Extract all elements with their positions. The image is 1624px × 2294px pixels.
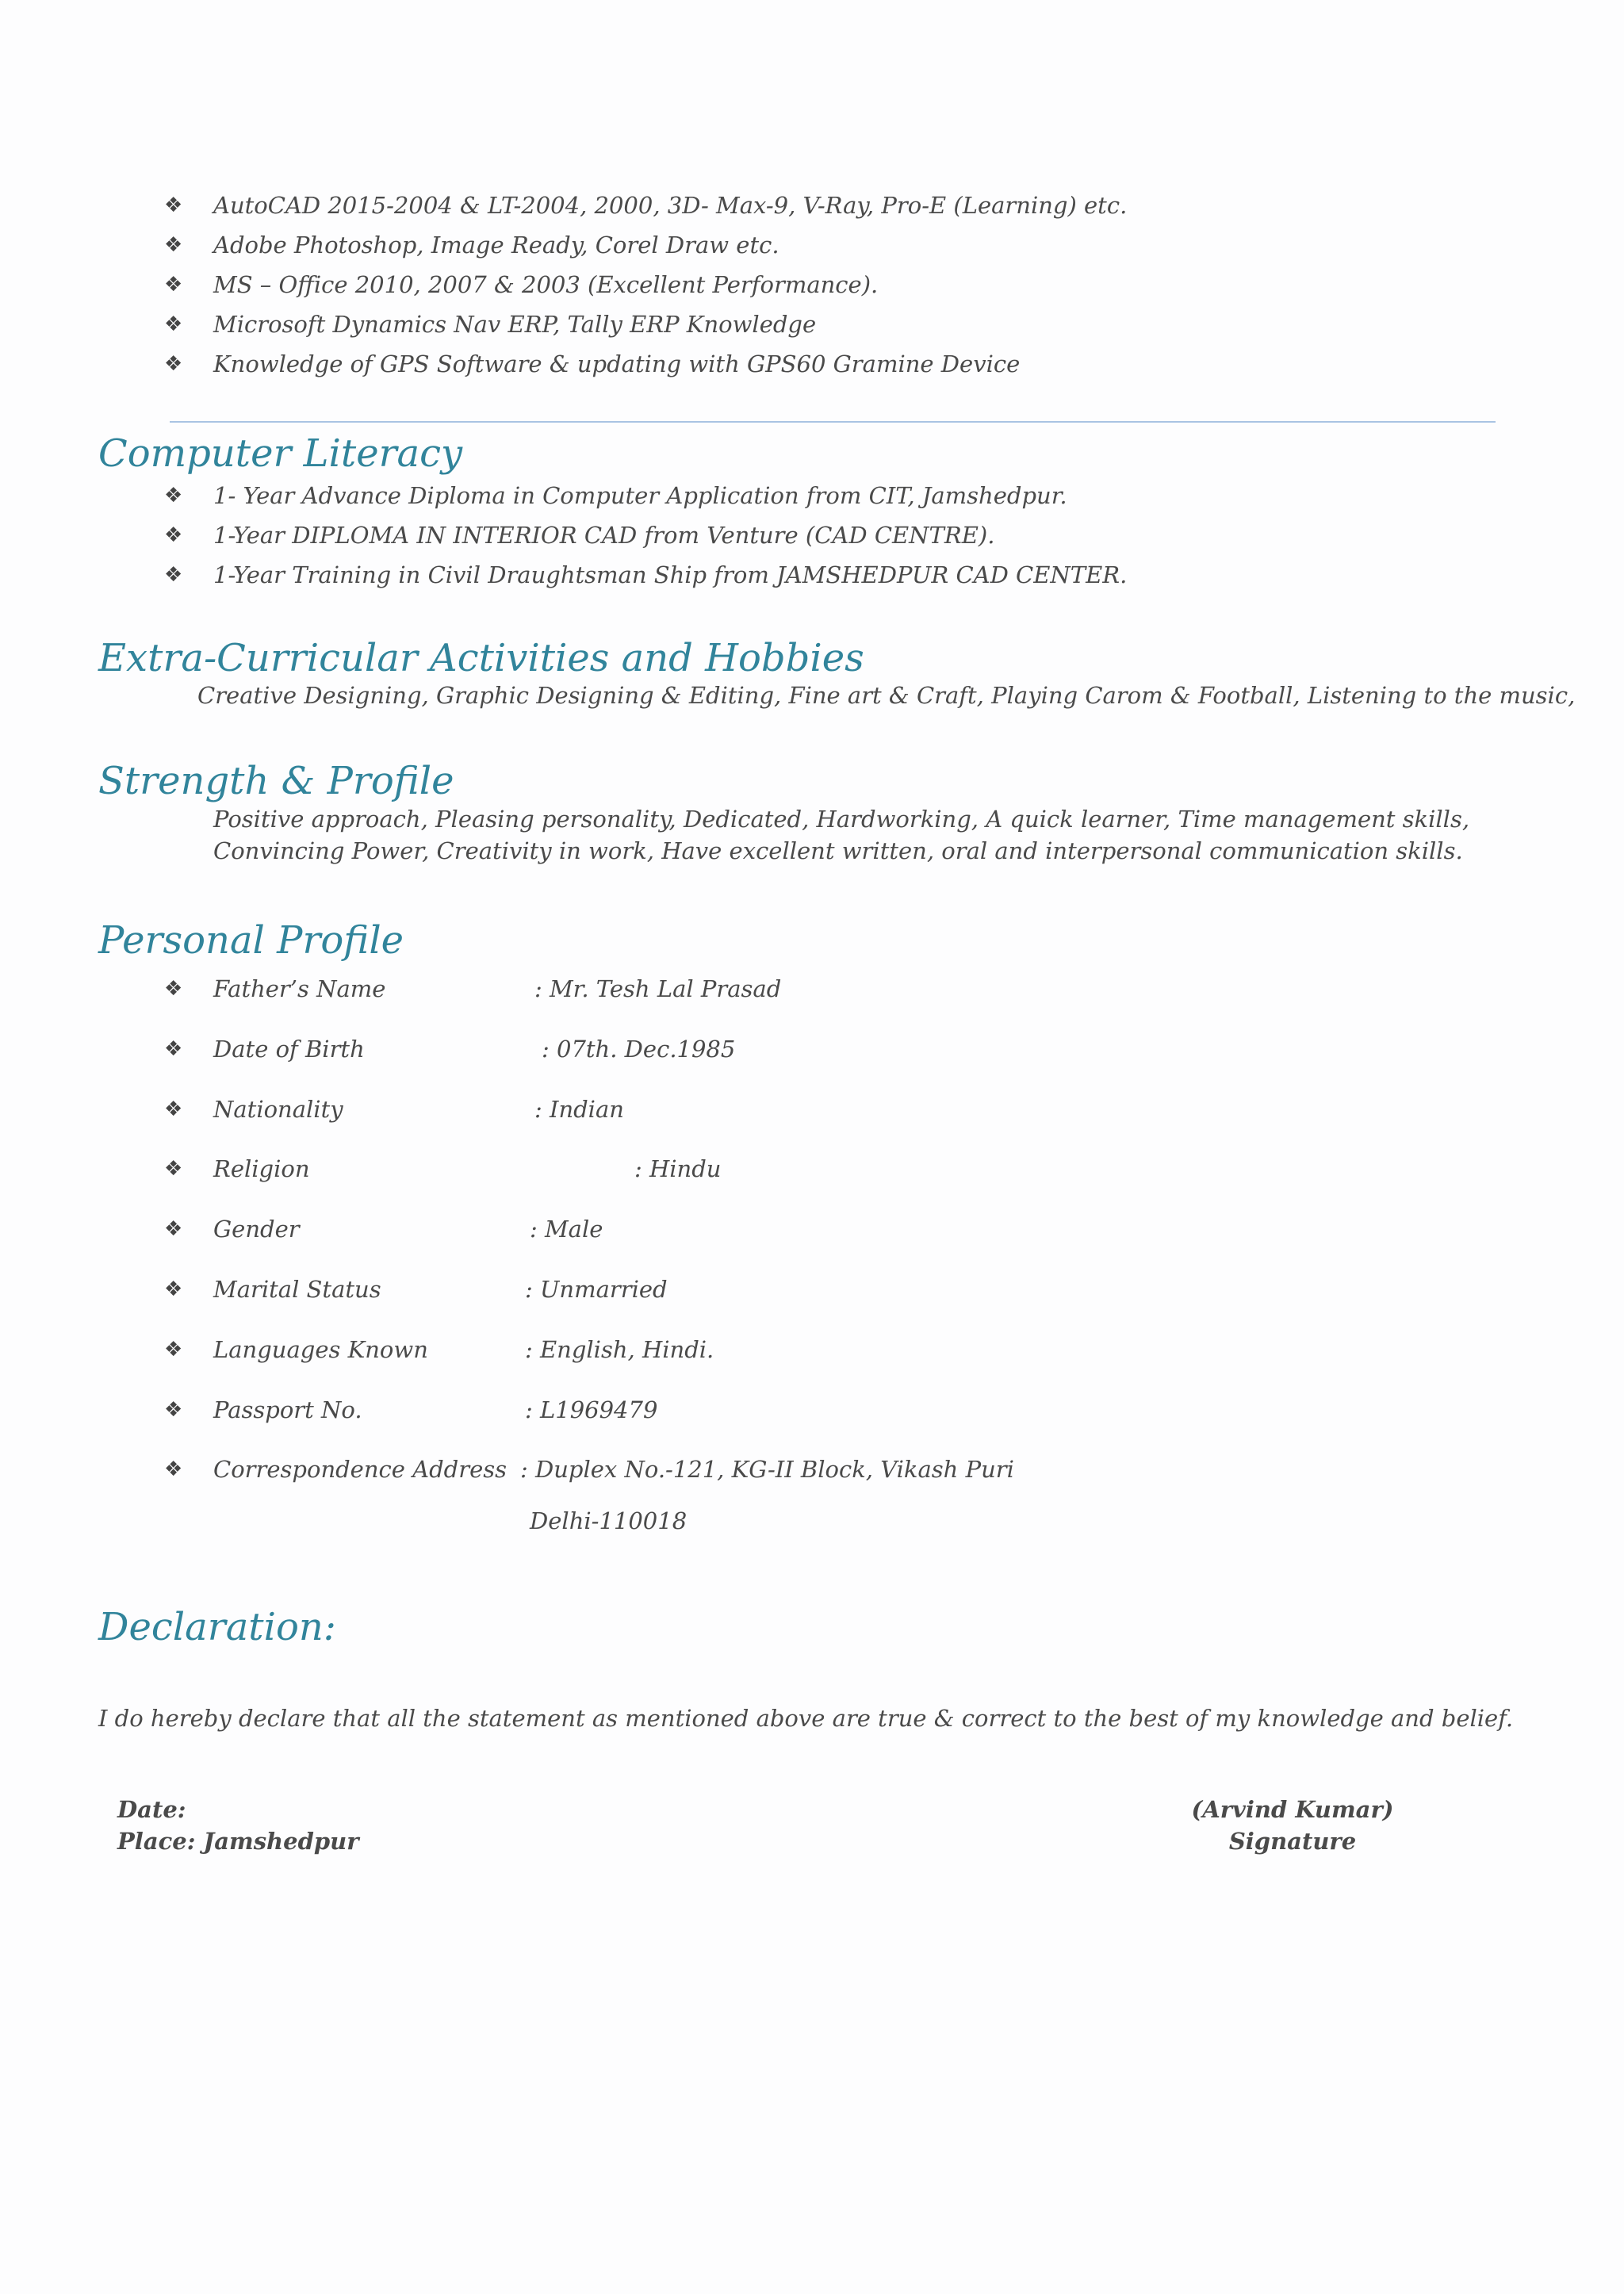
profile-label: Religion bbox=[213, 1155, 310, 1183]
personal-profile-heading: Personal Profile bbox=[98, 918, 404, 963]
profile-value: : Indian bbox=[534, 1095, 624, 1123]
diamond-bullet-icon: ❖ bbox=[164, 233, 183, 257]
diamond-bullet-icon: ❖ bbox=[164, 1217, 183, 1242]
skill-text: Microsoft Dynamics Nav ERP, Tally ERP Knowledge bbox=[213, 311, 817, 338]
address-line-2: Delhi-110018 bbox=[530, 1507, 688, 1534]
profile-value: : Male bbox=[530, 1216, 603, 1243]
diamond-bullet-icon: ❖ bbox=[164, 273, 183, 297]
diamond-bullet-icon: ❖ bbox=[164, 193, 183, 217]
diamond-bullet-icon: ❖ bbox=[164, 1457, 183, 1482]
place-label: Place: Jamshedpur bbox=[117, 1828, 359, 1855]
diamond-bullet-icon: ❖ bbox=[164, 1157, 183, 1181]
profile-label: Correspondence Address bbox=[213, 1456, 508, 1484]
strength-line-1: Positive approach, Pleasing personality, Dedicated, Hardworking, A quick learner, Time management skills, bbox=[213, 806, 1470, 833]
signature-block bbox=[1182, 1794, 1404, 1857]
declaration-text: I do hereby declare that all the statement as mentioned above are true & correct to the best of my knowledge and belief. bbox=[98, 1705, 1514, 1732]
diamond-bullet-icon: ❖ bbox=[164, 312, 183, 336]
profile-value: : 07th. Dec.1985 bbox=[542, 1035, 736, 1063]
diamond-bullet-icon: ❖ bbox=[164, 352, 183, 376]
profile-label: Marital Status bbox=[213, 1275, 381, 1303]
profile-value: : Duplex No.-121, KG-II Block, Vikash Puri bbox=[520, 1456, 1014, 1484]
strength-line-2: Convincing Power, Creativity in work, Have excellent written, oral and interpersonal communication skills. bbox=[213, 837, 1463, 864]
profile-label: Date of Birth bbox=[213, 1035, 365, 1063]
skill-text: MS – Office 2010, 2007 & 2003 (Excellent Performance). bbox=[213, 271, 879, 298]
profile-label: Nationality bbox=[213, 1095, 343, 1123]
profile-label: Gender bbox=[213, 1216, 300, 1243]
profile-value: : Hindu bbox=[634, 1155, 722, 1183]
diamond-bullet-icon: ❖ bbox=[164, 1337, 183, 1361]
profile-value: : Mr. Tesh Lal Prasad bbox=[534, 975, 782, 1002]
declaration-heading: Declaration: bbox=[98, 1605, 336, 1649]
profile-value: : Unmarried bbox=[525, 1275, 668, 1303]
section-divider bbox=[170, 421, 1496, 423]
profile-label: Father’s Name bbox=[213, 975, 386, 1002]
extra-curricular-heading: Extra-Curricular Activities and Hobbies bbox=[98, 636, 864, 680]
diamond-bullet-icon: ❖ bbox=[164, 1036, 183, 1061]
skill-text: Adobe Photoshop, Image Ready, Corel Draw etc. bbox=[213, 232, 779, 259]
signature-label: Signature bbox=[1228, 1828, 1357, 1855]
skill-text: Knowledge of GPS Software & updating with GPS60 Gramine Device bbox=[213, 350, 1021, 377]
profile-value: : English, Hindi. bbox=[525, 1335, 714, 1363]
strength-heading: Strength & Profile bbox=[98, 759, 454, 803]
skill-text: AutoCAD 2015-2004 & LT-2004, 2000, 3D- Max-9, V-Ray, Pro-E (Learning) etc. bbox=[213, 192, 1128, 219]
diamond-bullet-icon: ❖ bbox=[164, 484, 183, 507]
literacy-text: 1-Year Training in Civil Draughtsman Ship from JAMSHEDPUR CAD CENTER. bbox=[213, 561, 1128, 588]
literacy-text: 1-Year DIPLOMA IN INTERIOR CAD from Venture (CAD CENTRE). bbox=[213, 522, 995, 549]
diamond-bullet-icon: ❖ bbox=[164, 977, 183, 1001]
profile-label: Passport No. bbox=[213, 1396, 362, 1423]
diamond-bullet-icon: ❖ bbox=[164, 1277, 183, 1301]
date-label: Date: bbox=[117, 1796, 186, 1823]
diamond-bullet-icon: ❖ bbox=[164, 1397, 183, 1422]
signer-name: (Arvind Kumar) bbox=[1191, 1796, 1394, 1823]
diamond-bullet-icon: ❖ bbox=[164, 1097, 183, 1121]
diamond-bullet-icon: ❖ bbox=[164, 563, 183, 587]
literacy-text: 1- Year Advance Diploma in Computer Application from CIT, Jamshedpur. bbox=[213, 482, 1067, 509]
computer-literacy-heading: Computer Literacy bbox=[98, 431, 463, 476]
date-place-block bbox=[117, 1794, 359, 1857]
hobbies-text: Creative Designing, Graphic Designing & Editing, Fine art & Craft, Playing Carom & Football, Listening to the music, bbox=[197, 682, 1576, 709]
profile-value: : L1969479 bbox=[525, 1396, 658, 1423]
profile-label: Languages Known bbox=[213, 1335, 428, 1363]
diamond-bullet-icon: ❖ bbox=[164, 523, 183, 547]
